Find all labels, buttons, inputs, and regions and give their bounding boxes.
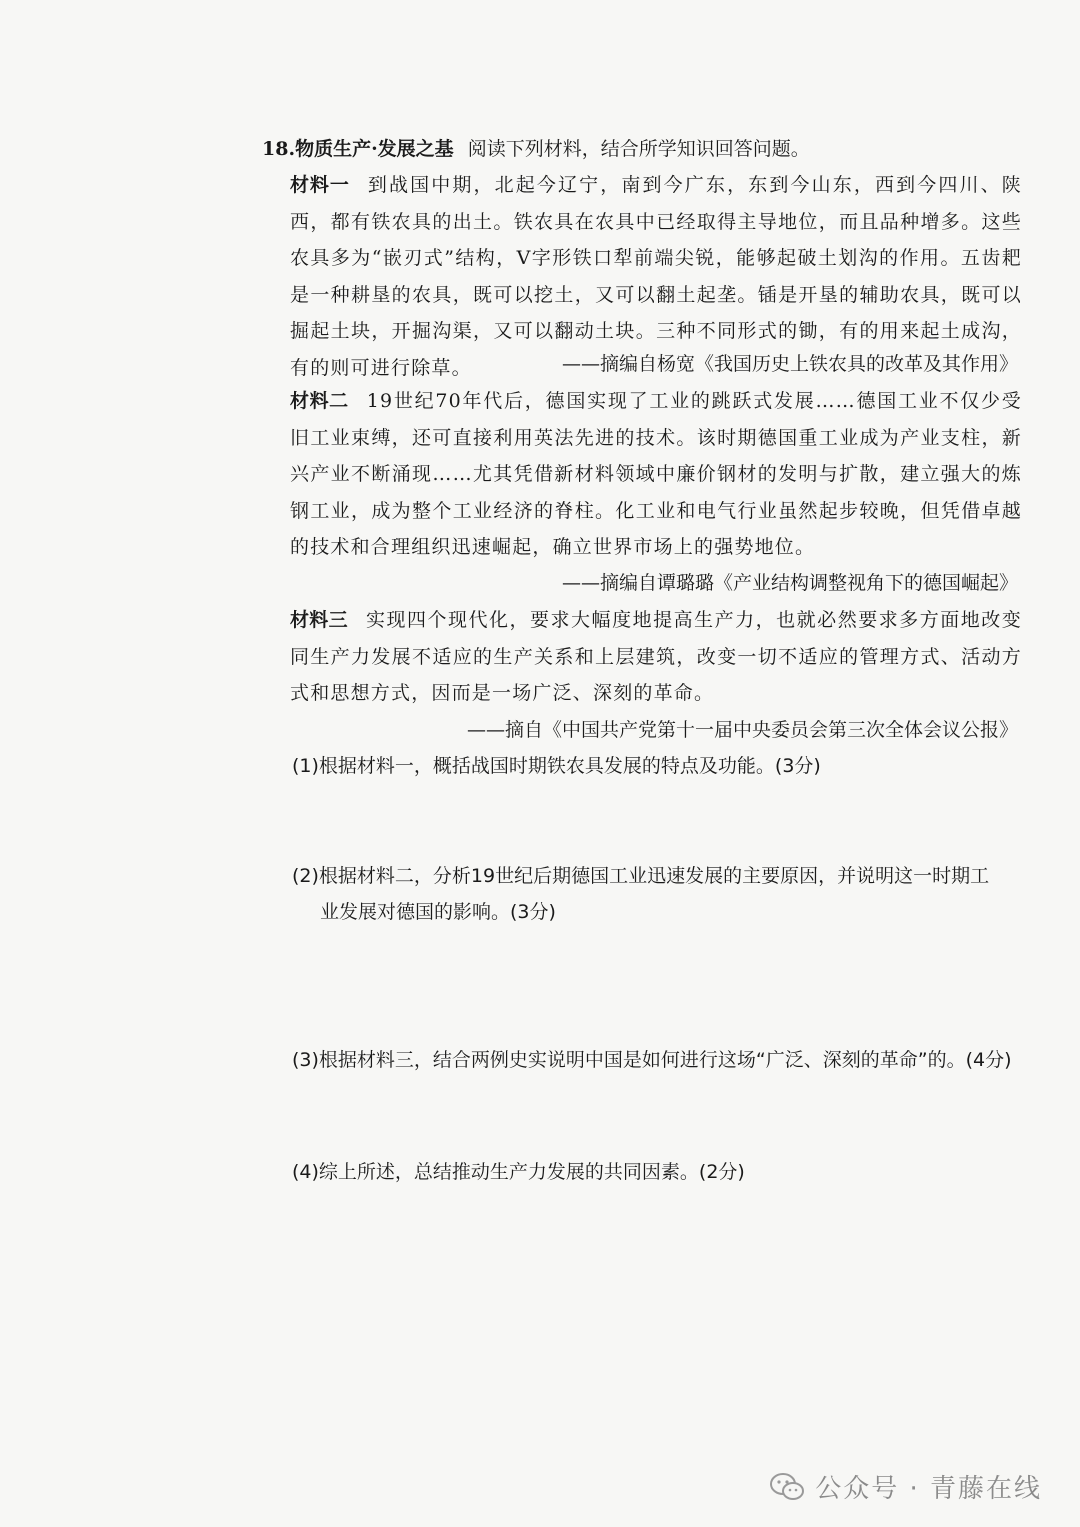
material-two-source: ——摘编自谭璐璐《产业结构调整视角下的德国崛起》 — [561, 572, 1018, 594]
watermark — [769, 1468, 1042, 1505]
material-label: 材料一 — [290, 174, 350, 196]
sub-question-2 — [292, 858, 1022, 930]
watermark-text: 公众号 · 青藤在线 — [815, 1474, 1042, 1504]
material-three — [290, 602, 1022, 712]
wechat-icon — [769, 1472, 805, 1502]
material-text: 到战国中期，北起今辽宁，南到今广东，东到今山东，西到今四川、陕西，都有铁农具的出土。铁农具在农具中已经取得主导地位，而且品种增多。这些农具多为“嵌刃式”结构，V字形铁口犁前端尖锐，能够起破土划沟的作用。五齿耙是一种耕垦的农具，既可以挖土，又可以翻土起垄。锸是开垦的辅助农具，既可以掘起土块，开掘沟渠，又可以翻动土块。三种不同形式的锄，有的用来起土成沟，有的则可进行除草。 — [290, 174, 1022, 379]
sub-question-3: (3)根据材料三，结合两例史实说明中国是如何进行这场“广泛、深刻的革命”的。(4分) — [292, 1049, 1012, 1071]
question-topic: 物质生产·发展之基 — [295, 138, 454, 160]
sub-question-4: (4)综上所述，总结推动生产力发展的共同因素。(2分) — [292, 1161, 745, 1183]
question-number: 18. — [262, 138, 296, 160]
material-label: 材料三 — [290, 609, 348, 631]
material-text: 实现四个现代化，要求大幅度地提高生产力，也就必然要求多方面地改变同生产力发展不适应的生产关系和上层建筑，改变一切不适应的管理方式、活动方式和思想方式，因而是一场广泛、深刻的革命。 — [290, 609, 1022, 704]
material-label: 材料二 — [290, 390, 349, 412]
sub-question-2-line1: (2)根据材料二，分析19世纪后期德国工业迅速发展的主要原因，并说明这一时期工 — [292, 865, 990, 887]
sub-question-2-line2: 业发展对德国的影响。(3分) — [320, 901, 556, 923]
material-two — [290, 383, 1022, 566]
material-text: 19世纪70年代后，德国实现了工业的跳跃式发展……德国工业不仅少受旧工业束缚，还可直接利用英法先进的技术。该时期德国重工业成为产业支柱，新兴产业不断涌现……尤其凭借新材料领域中廉价钢材的发明与扩散，建立强大的炼钢工业，成为整个工业经济的脊柱。化工业和电气行业虽然起步较晚，但凭借卓越的技术和合理组织迅速崛起，确立世界市场上的强势地位。 — [290, 390, 1022, 558]
question-header — [262, 133, 1042, 165]
sub-question-1: (1)根据材料一，概括战国时期铁农具发展的特点及功能。(3分) — [292, 755, 821, 777]
material-three-source: ——摘自《中国共产党第十一届中央委员会第三次全体会议公报》 — [466, 719, 1018, 741]
material-one-source: ——摘编自杨宽《我国历史上铁农具的改革及其作用》 — [561, 353, 1018, 375]
question-instruction: 阅读下列材料，结合所学知识回答问题。 — [467, 138, 810, 160]
